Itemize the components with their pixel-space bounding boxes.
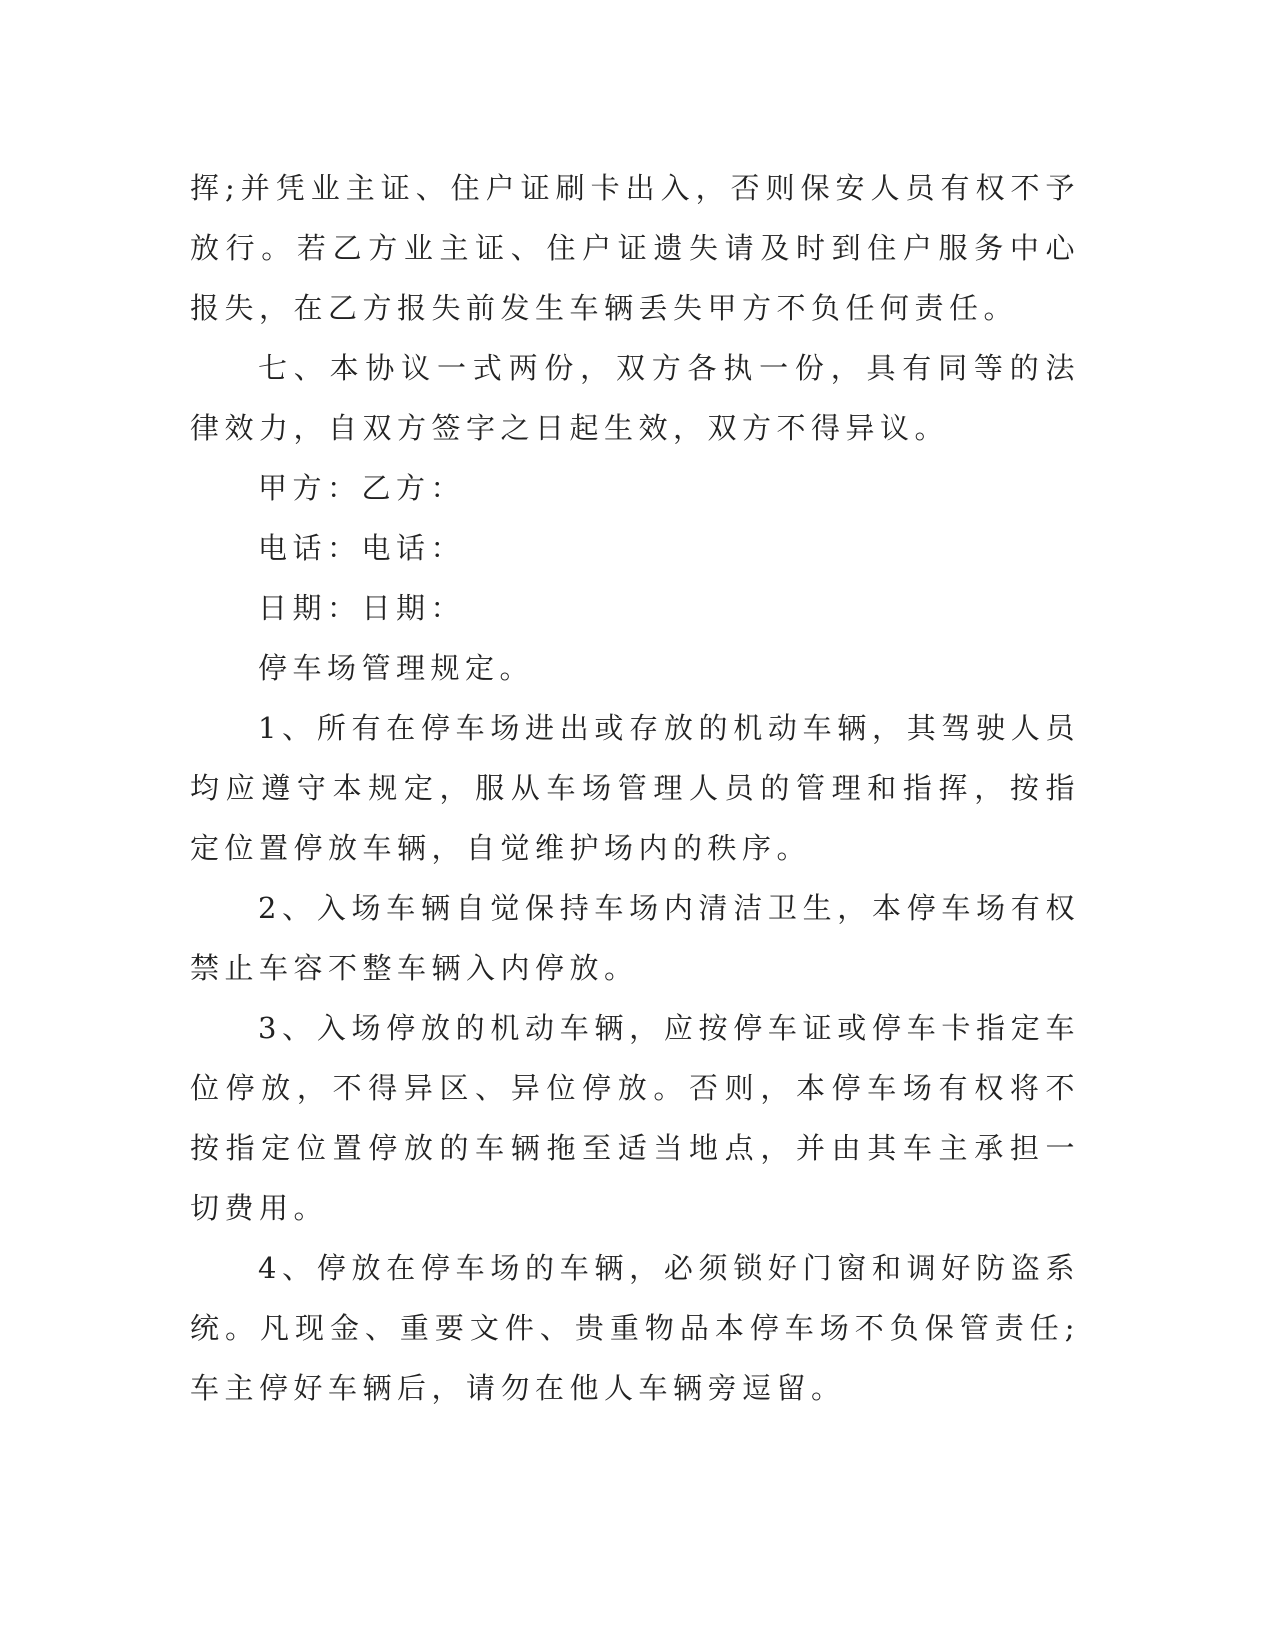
paragraph-continuation: 挥;并凭业主证、住户证刷卡出入，否则保安人员有权不予放行。若乙方业主证、住户证遗失请及时到住户服务中心报失，在乙方报失前发生车辆丢失甲方不负任何责任。 xyxy=(190,171,1080,325)
signature-party-line: 甲方：乙方： xyxy=(258,471,466,505)
signature-phone-line: 电话：电话： xyxy=(258,531,466,565)
paragraph-clause-seven: 七、本协议一式两份，双方各执一份，具有同等的法律效力，自双方签字之日起生效，双方不得异议。 xyxy=(190,351,1080,445)
section-heading: 停车场管理规定。 xyxy=(258,651,535,685)
document-body xyxy=(190,158,1080,1418)
rule-item-4: 4、停放在停车场的车辆，必须锁好门窗和调好防盗系统。凡现金、重要文件、贵重物品本停车场不负保管责任;车主停好车辆后，请勿在他人车辆旁逗留。 xyxy=(190,1251,1080,1405)
rule-item-2: 2、入场车辆自觉保持车场内清洁卫生，本停车场有权禁止车容不整车辆入内停放。 xyxy=(190,891,1080,985)
rule-item-1: 1、所有在停车场进出或存放的机动车辆，其驾驶人员均应遵守本规定，服从车场管理人员的管理和指挥，按指定位置停放车辆，自觉维护场内的秩序。 xyxy=(190,711,1080,865)
signature-date-line: 日期：日期： xyxy=(258,591,466,625)
rule-item-3: 3、入场停放的机动车辆，应按停车证或停车卡指定车位停放，不得异区、异位停放。否则，本停车场有权将不按指定位置停放的车辆拖至适当地点，并由其车主承担一切费用。 xyxy=(190,1011,1080,1225)
